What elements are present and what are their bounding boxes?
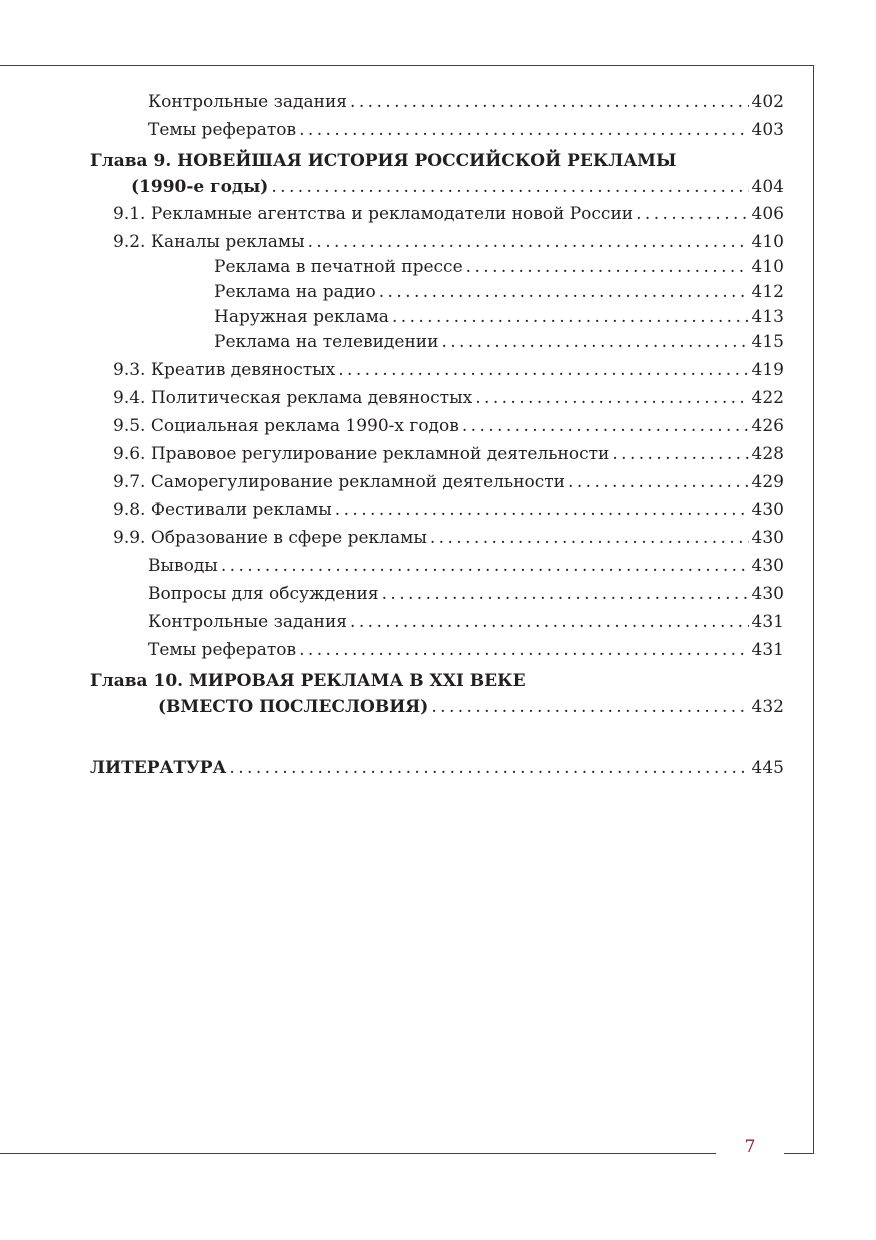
toc-entry-title: Темы рефератов	[148, 120, 297, 140]
toc-entry-page: 413	[751, 307, 784, 327]
chapter10-heading[interactable]: Глава 10. МИРОВАЯ РЕКЛАМА В XXI ВЕКЕ	[90, 671, 526, 691]
section-number: 9.9.	[113, 528, 146, 548]
toc-entry-page: 431	[751, 612, 784, 632]
toc-entry-chapter10[interactable]	[158, 696, 784, 718]
toc-entry-section-9-2[interactable]	[113, 231, 784, 253]
leader-dots	[350, 611, 749, 633]
toc-entry-page: 404	[751, 177, 784, 197]
toc-entry-page: 430	[751, 528, 784, 548]
toc-entry-page: 410	[751, 257, 784, 277]
toc-entry-title: Социальная реклама 1990-х годов	[150, 416, 459, 436]
leader-dots	[221, 555, 749, 577]
section-number: 9.6.	[113, 444, 146, 464]
leader-dots	[382, 583, 749, 605]
toc-entry-page: 430	[751, 500, 784, 520]
toc-entry-page: 431	[751, 640, 784, 660]
toc-entry-page: 445	[751, 758, 784, 778]
toc-entry-essay-topics-ch9[interactable]	[148, 639, 784, 661]
toc-entry-title: Образование в сфере рекламы	[150, 528, 427, 548]
leader-dots	[568, 471, 749, 493]
toc-entry-title: Каналы рекламы	[150, 232, 305, 252]
toc-entry-title: Вопросы для обсуждения	[148, 584, 379, 604]
leader-dots	[299, 639, 748, 661]
leader-dots	[441, 331, 748, 353]
leader-dots	[308, 231, 749, 253]
toc-entry-page: 412	[751, 282, 784, 302]
toc-entry-title: Правовое регулирование рекламной деятельности	[150, 444, 610, 464]
toc-entry-section-9-6[interactable]	[113, 443, 784, 465]
leader-dots	[335, 499, 749, 521]
toc-entry-title: Контрольные задания	[148, 92, 348, 112]
toc-entry-title: Выводы	[148, 556, 218, 576]
chapter10-heading-cont: (ВМЕСТО ПОСЛЕСЛОВИЯ)	[158, 697, 429, 717]
toc-entry-page: 403	[751, 120, 784, 140]
chapter9-heading-cont: (1990-е годы)	[131, 177, 269, 197]
leader-dots	[350, 91, 749, 113]
toc-entry-page: 422	[751, 388, 784, 408]
toc-entry-essay-topics-ch8[interactable]	[148, 119, 784, 141]
toc-entry-section-9-5[interactable]	[113, 415, 784, 437]
toc-entry-page: 430	[751, 584, 784, 604]
toc-entry-outdoor[interactable]	[214, 306, 784, 328]
section-number: 9.8.	[113, 500, 146, 520]
toc-entry-section-9-4[interactable]	[113, 387, 784, 409]
section-number: 9.5.	[113, 416, 146, 436]
toc-entry-page: 402	[751, 92, 784, 112]
leader-dots	[462, 415, 749, 437]
toc-entry-page: 429	[751, 472, 784, 492]
toc-entry-page: 432	[751, 697, 784, 717]
toc-entry-control-tasks-ch8[interactable]	[148, 91, 784, 113]
toc-entry-title: Рекламные агентства и рекламодатели новой России	[150, 204, 634, 224]
toc-entry-page: 426	[751, 416, 784, 436]
section-number: 9.1.	[113, 204, 146, 224]
toc-entry-page: 419	[751, 360, 784, 380]
toc-entry-section-9-8[interactable]	[113, 499, 784, 521]
toc-entry-page: 415	[751, 332, 784, 352]
toc-entry-section-9-1[interactable]	[113, 203, 784, 225]
toc-entry-title: Реклама на телевидении	[214, 332, 439, 352]
toc-entry-section-9-7[interactable]	[113, 471, 784, 493]
toc-entry-section-9-9[interactable]	[113, 527, 784, 549]
chapter9-heading[interactable]: Глава 9. НОВЕЙШАЯ ИСТОРИЯ РОССИЙСКОЙ РЕКЛАМЫ	[90, 151, 677, 171]
toc-entry-radio[interactable]	[214, 281, 784, 303]
leader-dots	[271, 176, 748, 198]
toc-entry-title: Наружная реклама	[214, 307, 389, 327]
leader-dots	[392, 306, 749, 328]
toc-entry-television[interactable]	[214, 331, 784, 353]
toc-entry-page: 410	[751, 232, 784, 252]
section-number: 9.2.	[113, 232, 146, 252]
page-number: 7	[744, 1137, 756, 1157]
toc-entry-title: Политическая реклама девяностых	[150, 388, 473, 408]
toc-entry-page: 428	[751, 444, 784, 464]
toc-entry-title: Креатив девяностых	[150, 360, 336, 380]
leader-dots	[466, 256, 749, 278]
toc-entry-title: Фестивали рекламы	[150, 500, 332, 520]
leader-dots	[338, 359, 748, 381]
leader-dots	[229, 757, 748, 779]
toc-entry-title: Реклама в печатной прессе	[214, 257, 463, 277]
section-number: 9.7.	[113, 472, 146, 492]
toc-entry-print-press[interactable]	[214, 256, 784, 278]
toc-entry-control-tasks-ch9[interactable]	[148, 611, 784, 633]
leader-dots	[430, 527, 749, 549]
toc-entry-conclusions[interactable]	[148, 555, 784, 577]
toc-entry-title: Саморегулирование рекламной деятельности	[150, 472, 566, 492]
leader-dots	[379, 281, 749, 303]
leader-dots	[636, 203, 748, 225]
toc-entry-literature[interactable]	[90, 757, 784, 779]
toc-entry-page: 430	[751, 556, 784, 576]
leader-dots	[431, 696, 748, 718]
leader-dots	[299, 119, 748, 141]
toc-entry-discussion-questions[interactable]	[148, 583, 784, 605]
toc-entry-chapter9[interactable]	[131, 176, 784, 198]
toc-entry-section-9-3[interactable]	[113, 359, 784, 381]
section-number: 9.4.	[113, 388, 146, 408]
toc-entry-title: Контрольные задания	[148, 612, 348, 632]
toc-entry-title: Темы рефератов	[148, 640, 297, 660]
toc-entry-title: Реклама на радио	[214, 282, 376, 302]
leader-dots	[612, 443, 748, 465]
leader-dots	[475, 387, 748, 409]
section-number: 9.3.	[113, 360, 146, 380]
toc-entry-page: 406	[751, 204, 784, 224]
literature-heading: ЛИТЕРАТУРА	[90, 758, 227, 778]
